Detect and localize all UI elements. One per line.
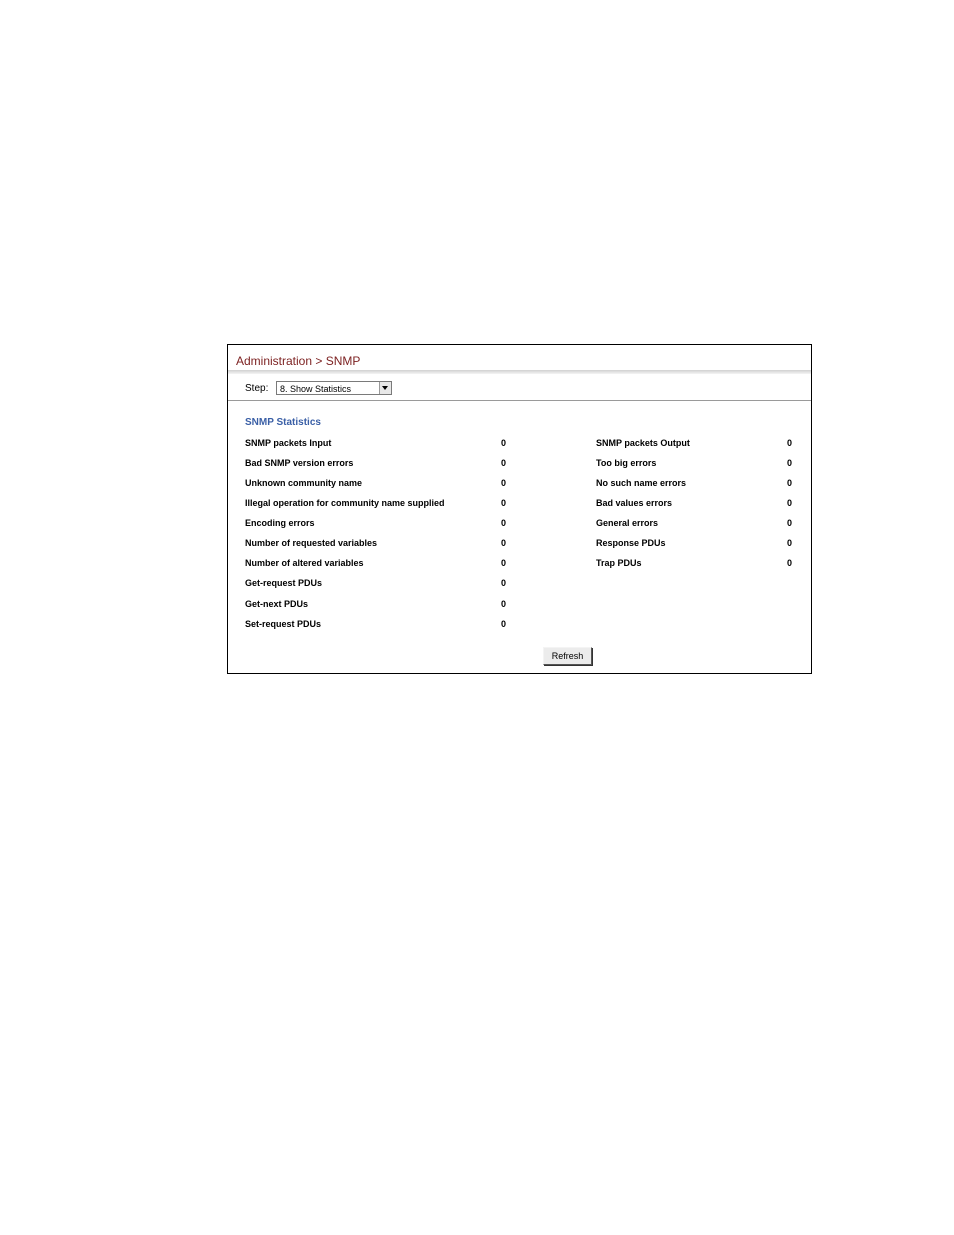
- stat-value-altered-variables: 0: [501, 558, 507, 568]
- stat-value-unknown-community-name: 0: [501, 478, 507, 488]
- stat-label-snmp-packets-input: SNMP packets Input: [245, 438, 332, 448]
- stat-value-illegal-operation: 0: [501, 498, 507, 508]
- stat-value-trap-pdus: 0: [787, 558, 793, 568]
- stat-value-snmp-packets-input: 0: [501, 438, 507, 448]
- stat-value-get-next-pdus: 0: [501, 599, 507, 609]
- section-title: SNMP Statistics: [245, 417, 321, 428]
- step-label: Step:: [245, 383, 269, 394]
- stat-label-too-big-errors: Too big errors: [596, 458, 657, 468]
- stat-label-general-errors: General errors: [596, 518, 659, 528]
- stat-value-set-request-pdus: 0: [501, 619, 507, 629]
- stat-value-encoding-errors: 0: [501, 518, 507, 528]
- stat-value-general-errors: 0: [787, 518, 793, 528]
- stat-label-get-next-pdus: Get-next PDUs: [245, 599, 309, 609]
- stat-value-bad-values-errors: 0: [787, 498, 793, 508]
- stat-label-bad-values-errors: Bad values errors: [596, 498, 673, 508]
- title-divider: [228, 370, 811, 374]
- stat-label-response-pdus: Response PDUs: [596, 538, 666, 548]
- step-divider: [228, 400, 811, 401]
- stat-value-bad-snmp-version-errors: 0: [501, 458, 507, 468]
- stat-label-no-such-name-errors: No such name errors: [596, 478, 687, 488]
- stat-label-requested-variables: Number of requested variables: [245, 538, 378, 548]
- step-select[interactable]: [276, 381, 392, 395]
- stat-label-set-request-pdus: Set-request PDUs: [245, 619, 322, 629]
- stat-label-get-request-pdus: Get-request PDUs: [245, 578, 323, 588]
- stat-value-response-pdus: 0: [787, 538, 793, 548]
- refresh-button[interactable]: Refresh: [543, 647, 592, 665]
- stat-label-snmp-packets-output: SNMP packets Output: [596, 438, 690, 448]
- snmp-panel: [227, 344, 812, 674]
- stat-value-get-request-pdus: 0: [501, 578, 507, 588]
- stat-label-illegal-operation: Illegal operation for community name supplied: [245, 498, 445, 508]
- stat-label-bad-snmp-version-errors: Bad SNMP version errors: [245, 458, 354, 468]
- stat-value-requested-variables: 0: [501, 538, 507, 548]
- stat-label-unknown-community-name: Unknown community name: [245, 478, 363, 488]
- stat-label-encoding-errors: Encoding errors: [245, 518, 315, 528]
- stat-value-no-such-name-errors: 0: [787, 478, 793, 488]
- step-select-value: 8. Show Statistics: [280, 384, 352, 394]
- stat-value-too-big-errors: 0: [787, 458, 793, 468]
- chevron-down-icon[interactable]: [379, 382, 391, 394]
- stat-label-altered-variables: Number of altered variables: [245, 558, 364, 568]
- stat-label-trap-pdus: Trap PDUs: [596, 558, 642, 568]
- page-title: Administration > SNMP: [236, 354, 361, 368]
- stat-value-snmp-packets-output: 0: [787, 438, 793, 448]
